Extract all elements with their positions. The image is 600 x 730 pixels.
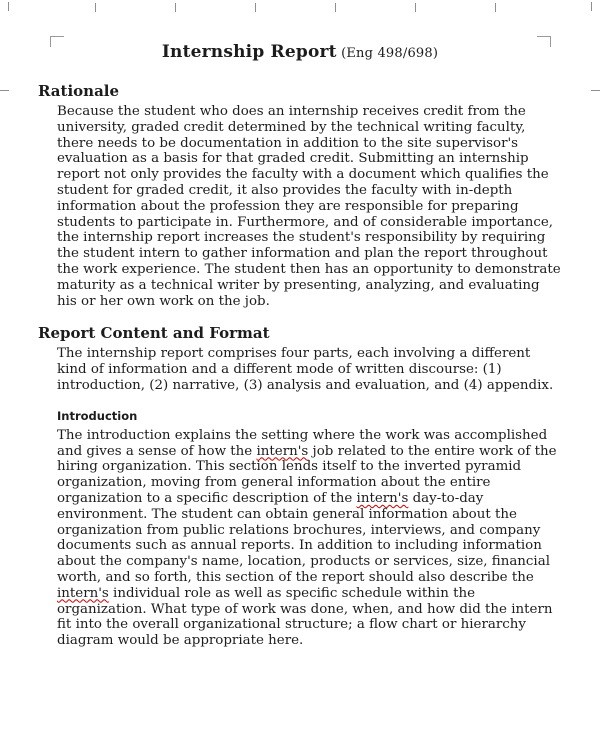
paragraph-report-content-and-format: The internship report comprises four parts, each involving a different kind of information and a different mode of written discourse: (1) introduction, (2) narrative, (3) analysis and evaluation, and (4) appendix.: [57, 346, 554, 393]
paragraph-rationale: Because the student who does an internship receives credit from the university, graded credit determined by the technical writing faculty, there needs to be documentation in addition to the site supervisor's evaluation as a basis for that graded credit. Submitting an internship report not only provides the faculty with a document which qualifies the student for graded credit, it also provides the faculty with in-depth information about the profession they are responsible for preparing students to participate in. Furthermore, and of considerable importance, the internship report increases the student's responsibility by requiring the student intern to gather information and plan the report throughout the work experience. The student then has an opportunity to demonstrate maturity as a technical writer by presenting, analyzing, and evaluating his or her own work on the job.: [57, 104, 561, 309]
heading-introduction: Introduction: [57, 408, 138, 423]
document-title-course-code: (Eng 498/698): [336, 46, 439, 61]
paragraph-introduction: The introduction explains the setting where the work was accomplished and gives a sense of how the intern's job related to the entire work of the hiring organization. This section lends itself to the inverted pyramid organization, moving from general information about the entire organization to a specific description of the intern's day-to-day environment. The student can obtain general information about the organization from public relations brochures, interviews, and company documents such as annual reports. In addition to including information about the company's name, location, products or services, size, financial worth, and so forth, this section of the report should also describe the intern's individual role as well as specific schedule within the organization. What type of work was done, when, and how did the intern fit into the overall organizational structure; a flow chart or hierarchy diagram would be appropriate here.: [57, 427, 557, 649]
spellcheck-underlined-word: intern's: [256, 443, 309, 459]
heading-rationale: Rationale: [38, 82, 120, 100]
heading-report-content-and-format: Report Content and Format: [38, 324, 270, 343]
crop-mark: [175, 3, 176, 12]
spellcheck-underlined-word: intern's: [356, 490, 409, 506]
crop-mark: [95, 3, 96, 12]
crop-mark: [0, 90, 9, 91]
spellcheck-underlined-word: intern's: [57, 585, 109, 601]
crop-mark: [8, 2, 9, 11]
page-content: [38, 42, 562, 649]
crop-mark: [495, 3, 496, 12]
crop-mark: [591, 90, 600, 91]
crop-mark: [255, 3, 256, 12]
document-title: [38, 42, 562, 62]
crop-mark: [415, 3, 416, 12]
document-title-main: Internship Report: [161, 42, 337, 62]
crop-mark: [591, 2, 592, 11]
crop-mark: [335, 3, 336, 12]
